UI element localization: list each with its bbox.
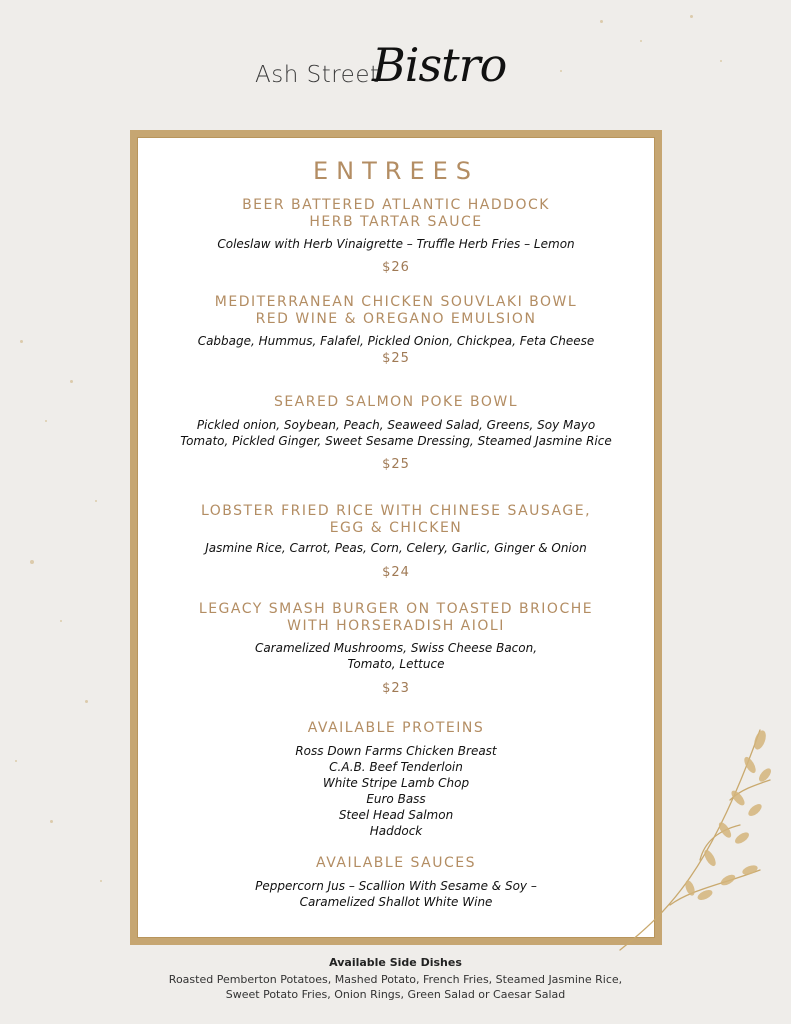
sauces-title: AVAILABLE SAUCES xyxy=(316,855,476,871)
item-title: RED WINE & OREGANO EMULSION xyxy=(255,311,537,327)
menu-item xyxy=(137,294,655,366)
item-description: Tomato, Pickled Ginger, Sweet Sesame Dressing, Steamed Jasmine Rice xyxy=(180,434,612,448)
item-description: Cabbage, Hummus, Falafel, Pickled Onion, Chickpea, Feta Cheese xyxy=(197,334,595,348)
item-description: Coleslaw with Herb Vinaigrette – Truffle Herb Fries – Lemon xyxy=(217,237,575,251)
sauces-section xyxy=(137,855,655,910)
protein-item: Haddock xyxy=(369,824,423,838)
section-heading: ENTREES xyxy=(312,157,479,185)
proteins-section xyxy=(137,720,655,839)
item-title: HERB TARTAR SAUCE xyxy=(309,214,483,230)
sauce-line: Peppercorn Jus – Scallion With Sesame & Soy – xyxy=(255,879,537,893)
item-description: Jasmine Rice, Carrot, Peas, Corn, Celery, Garlic, Ginger & Onion xyxy=(205,541,587,555)
menu-item xyxy=(137,601,655,696)
protein-item: White Stripe Lamb Chop xyxy=(322,776,470,790)
sauce-line: Caramelized Shallot White Wine xyxy=(299,895,493,909)
item-title: LOBSTER FRIED RICE WITH CHINESE SAUSAGE, xyxy=(200,503,592,519)
side-dishes-line: Roasted Pemberton Potatoes, Mashed Potato, French Fries, Steamed Jasmine Rice, xyxy=(168,973,623,986)
item-description: Tomato, Lettuce xyxy=(347,657,445,671)
item-price: $23 xyxy=(382,681,410,696)
protein-item: Euro Bass xyxy=(366,792,426,806)
item-title: WITH HORSERADISH AIOLI xyxy=(287,618,505,634)
item-title: LEGACY SMASH BURGER ON TOASTED BRIOCHE xyxy=(198,601,594,617)
item-title: SEARED SALMON POKE BOWL xyxy=(273,394,519,410)
item-price: $25 xyxy=(382,457,410,472)
item-title: BEER BATTERED ATLANTIC HADDOCK xyxy=(242,197,550,213)
gold-sprig-icon xyxy=(610,720,780,960)
protein-item: C.A.B. Beef Tenderloin xyxy=(329,760,463,774)
menu-item xyxy=(137,197,655,275)
logo-text-plain: Ash Street xyxy=(255,62,380,88)
side-dishes-list xyxy=(0,972,791,1002)
item-title: MEDITERRANEAN CHICKEN SOUVLAKI BOWL xyxy=(214,294,578,310)
protein-item: Steel Head Salmon xyxy=(338,808,454,822)
protein-item: Ross Down Farms Chicken Breast xyxy=(295,744,497,758)
item-price: $26 xyxy=(382,260,410,275)
item-price: $25 xyxy=(382,351,410,366)
item-price: $24 xyxy=(382,565,410,580)
side-dishes-title: Available Side Dishes xyxy=(329,956,462,969)
restaurant-logo xyxy=(0,34,791,114)
side-dishes-line: Sweet Potato Fries, Onion Rings, Green Salad or Caesar Salad xyxy=(225,988,566,1001)
item-description: Caramelized Mushrooms, Swiss Cheese Bacon, xyxy=(254,641,538,655)
logo-text-script: Bistro xyxy=(372,38,507,92)
menu-item xyxy=(137,394,655,472)
proteins-title: AVAILABLE PROTEINS xyxy=(307,720,485,736)
item-title: EGG & CHICKEN xyxy=(329,520,463,536)
item-description: Pickled onion, Soybean, Peach, Seaweed Salad, Greens, Soy Mayo xyxy=(196,418,596,432)
menu-item xyxy=(137,503,655,580)
menu-card xyxy=(130,130,662,945)
